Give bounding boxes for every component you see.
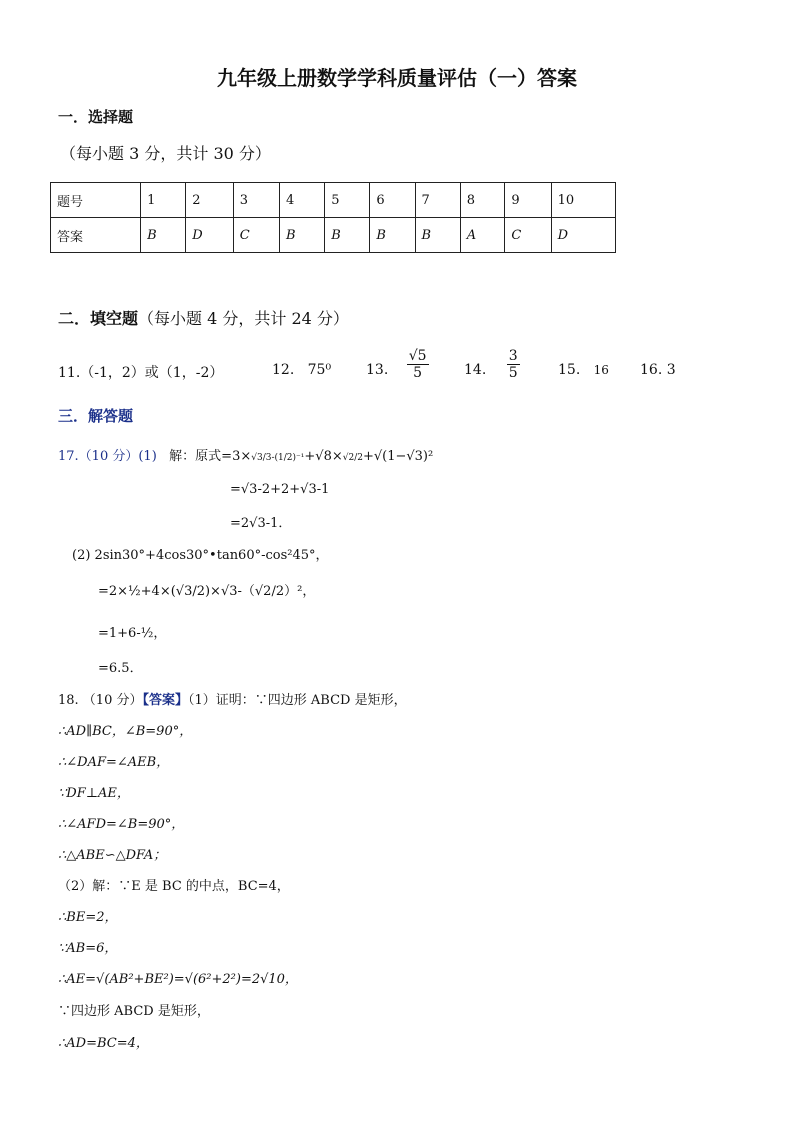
q14 [464,348,520,381]
row-label-number: 题号 [51,183,141,218]
answer-table [50,182,616,253]
q11-answer: （-1，2）或（1，-2） [80,365,224,381]
q18-line0 [58,689,407,708]
q17-head: 17.（10 分）(1) [58,449,157,464]
table-cell: 5 [325,183,370,218]
table-row-answers [51,218,616,253]
q17-line2: =√3-2+2+√3-1 [230,482,330,497]
table-cell: D [186,218,234,253]
table-row-numbers [51,183,616,218]
q15-answer: 16 [593,363,609,377]
q17-frac-neg: (1/2)⁻¹ [274,453,305,463]
section2-heading-line [58,306,349,329]
q17-frac-sqrt2-over2: √2/2 [342,453,363,463]
q18-head: 18. （10 分） [58,693,143,708]
q12-answer: 75⁰ [307,362,332,378]
table-cell: C [233,218,279,253]
q18-line3: ∵DF⊥AE， [58,786,130,801]
table-cell: 2 [186,183,234,218]
table-cell: 1 [141,183,186,218]
q13-number: 13. [366,362,389,378]
q18-proof-start: （1）证明：∵四边形 ABCD 是矩形， [188,693,407,708]
q14-fraction [507,348,520,381]
row-label-answer: 答案 [51,218,141,253]
q17-expr-c: +√(1−√3)² [362,449,434,464]
q17-expr-b: +√8× [304,449,343,464]
section1-heading: 一．选择题 [58,108,134,126]
q15 [558,362,609,378]
section3-heading: 三．解答题 [58,407,134,425]
page-title: 九年级上册数学学科质量评估（一）答案 [217,66,577,90]
table-cell: B [280,218,325,253]
q17-expr-a: 解：原式=3× [169,449,252,464]
q12 [272,362,331,378]
q18-line8: ∵AB=6， [58,941,118,956]
q18-line9: ∴AE=√(AB²+BE²)=√(6²+2²)=2√10， [58,972,298,987]
q13 [366,348,429,381]
q18-line7: ∴BE=2， [58,910,118,925]
table-cell: B [370,218,415,253]
table-cell: B [415,218,460,253]
q17-frac-sqrt3-over3: √3/3 [251,453,272,463]
table-cell: 7 [415,183,460,218]
q18-line10: ∵四边形 ABCD 是矩形， [58,1004,210,1019]
table-cell: D [551,218,615,253]
table-cell: 4 [280,183,325,218]
q17-line3: =2√3-1． [230,516,292,531]
q17-part2-line1: =2×½+4×(√3/2)×√3-（√2/2）²， [98,584,316,599]
q13-denominator: 5 [413,365,423,381]
q12-number: 12. [272,362,295,378]
table-cell: A [460,218,505,253]
section1-note: （每小题 3 分，共计 30 分） [60,144,271,163]
q13-numerator: √5 [408,348,427,364]
q13-fraction [407,348,429,381]
q14-numerator: 3 [508,348,518,364]
table-cell: 3 [233,183,279,218]
q18-answer-tag: 【答案】 [142,693,188,708]
q18-line4: ∴∠AFD=∠B=90°， [58,817,185,832]
q14-denominator: 5 [508,365,518,381]
table-cell: 9 [505,183,551,218]
q11 [58,362,223,382]
q17-line1: 17.（10 分）(1) 解：原式=3×√3/3-(1/2)⁻¹+√8×√2/2+√(1−√3)² [58,449,434,464]
table-cell: 6 [370,183,415,218]
q17-part2-line3: =6.5． [98,661,143,676]
section2-note: （每小题 4 分，共计 24 分） [138,309,349,328]
q16: 16. 3 [640,362,676,378]
table-cell: B [141,218,186,253]
q17-part2-head: (2) 2sin30°+4cos30°•tan60°-cos²45°， [72,548,329,563]
q15-number: 15. [558,362,581,378]
table-cell: 10 [551,183,615,218]
q18-line5: ∴△ABE∽△DFA； [58,848,167,863]
table-cell: 8 [460,183,505,218]
q18-line11: ∴AD=BC=4， [58,1036,149,1051]
section2-heading: 二．填空题 [58,309,139,328]
q18-line2: ∴∠DAF=∠AEB， [58,755,170,770]
q17-part2-line2: =1+6-½， [98,626,167,641]
q11-number: 11. [58,365,81,381]
q18-line6: （2）解：∵E 是 BC 的中点，BC=4， [58,879,290,894]
q18-line1: ∴AD∥BC，∠B=90°， [58,724,193,739]
q14-number: 14. [464,362,487,378]
table-cell: C [505,218,551,253]
table-cell: B [325,218,370,253]
